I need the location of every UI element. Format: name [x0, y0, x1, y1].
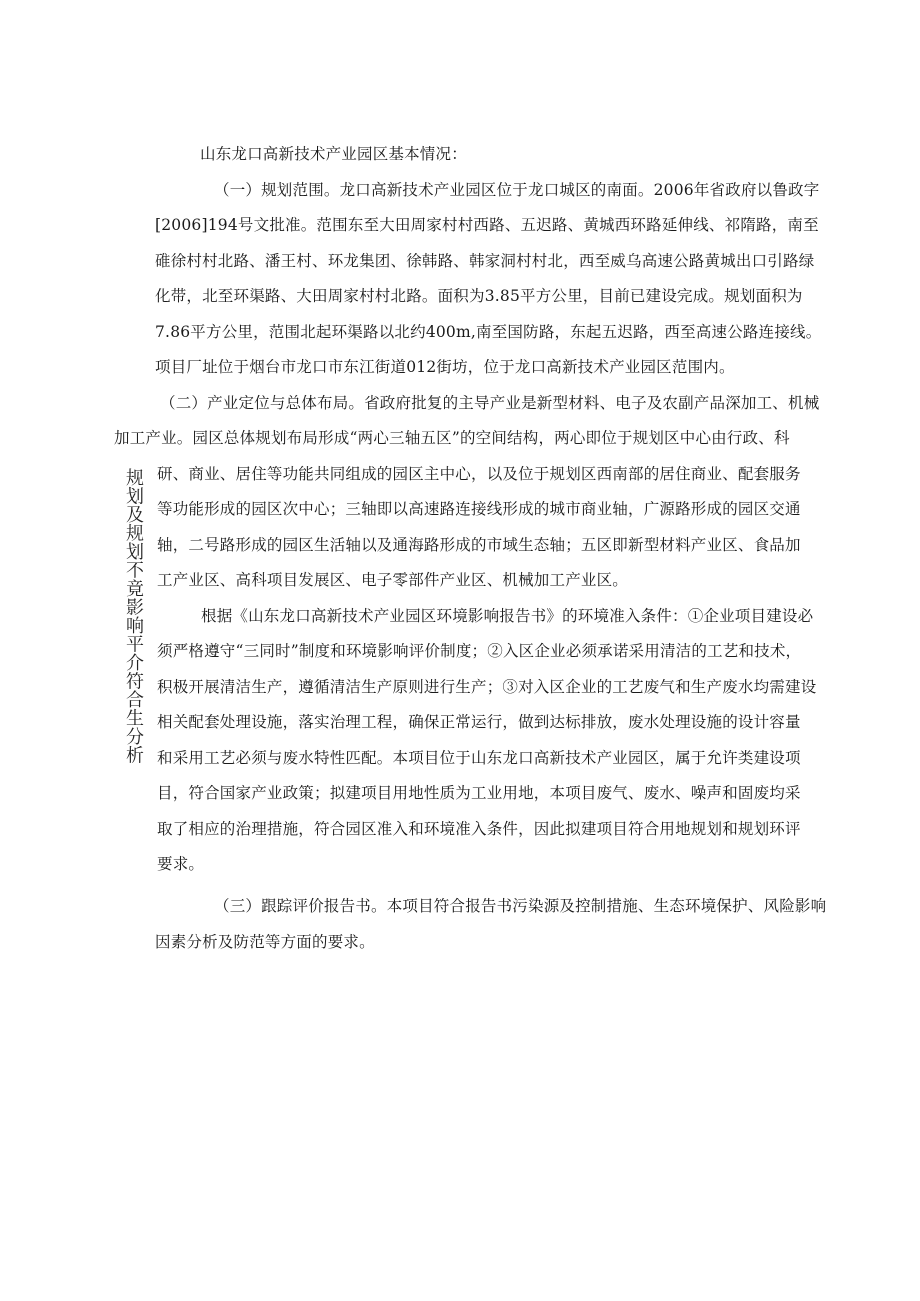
section1-line: 化带，北至环渠路、大田周家村村北路。面积为3.85平方公里，目前已建设完成。规划面积为	[155, 287, 803, 305]
section1-line: 项目厂址位于烟台市龙口市东江街道012街坊，位于龙口高新技术产业园区范围内。	[155, 358, 735, 376]
section2-line: 等功能形成的园区次中心；三轴即以高速路连接线形成的城市商业轴，广源路形成的园区交通	[157, 500, 801, 518]
section2-line: 轴，二号路形成的园区生活轴以及通海路形成的市域生态轴；五区即新型材料产业区、食品加	[157, 536, 801, 554]
env-line: 须严格遵守“三同时”制度和环境影响评价制度；②入区企业必须承诺采用清洁的工艺和技术，	[157, 642, 802, 660]
env-line: 相关配套处理设施，落实治理工程，确保正常运行，做到达标排放，废水处理设施的设计容量	[157, 713, 801, 731]
section2-line: 加工产业。园区总体规划布局形成“两心三轴五区”的空间结构，两心即位于规划区中心由行政、科	[114, 429, 790, 447]
section1-line: 7.86平方公里，范围北起环渠路以北约400m,南至国防路，东起五迟路，西至高速公路连接线。	[155, 323, 822, 341]
section3-line: 因素分析及防范等方面的要求。	[155, 933, 375, 951]
section2-line: 工产业区、高科项目发展区、电子零部件产业区、机械加工产业区。	[157, 571, 629, 589]
section1-line: 碓徐村村北路、潘王村、环龙集团、徐韩路、韩家洞村村北，西至威乌高速公路黄城出口引路绿	[155, 252, 815, 270]
env-line: 积极开展清洁生产，遵循清洁生产原则进行生产；③对入区企业的工艺废气和生产废水均需建设	[157, 678, 817, 696]
section2-line: 研、商业、居住等功能共同组成的园区主中心，以及位于规划区西南部的居住商业、配套服务	[157, 465, 801, 483]
env-line: 目，符合国家产业政策；拟建项目用地性质为工业用地，本项目废气、废水、噪声和固废均采	[157, 784, 801, 802]
env-line: 和采用工艺必须与废水特性匹配。本项目位于山东龙口高新技术产业园区，属于允许类建设项	[157, 749, 801, 767]
section1-line: （一）规划范围。龙口高新技术产业园区位于龙口城区的南面。2006年省政府以鲁政字	[214, 181, 820, 199]
env-line: 根据《山东龙口高新技术产业园区环境影响报告书》的环境准入条件：①企业项目建设必	[201, 607, 814, 625]
side-label-vertical: 规划及规划不竟影响平介符合生分析	[123, 468, 144, 764]
env-line: 要求。	[157, 855, 205, 873]
section1-line: [2006]194号文批准。范围东至大田周家村村西路、五迟路、黄城西环路延伸线、祁隋路，南至	[155, 216, 819, 234]
section-heading: 山东龙口高新技术产业园区基本情况：	[200, 145, 467, 163]
env-line: 取了相应的治理措施，符合园区准入和环境准入条件，因此拟建项目符合用地规划和规划环评	[157, 820, 801, 838]
section2-line: （二）产业定位与总体布局。省政府批复的主导产业是新型材料、电子及农副产品深加工、机械	[160, 394, 820, 412]
section3-line: （三）跟踪评价报告书。本项目符合报告书污染源及控制措施、生态环境保护、风险影响	[214, 897, 827, 915]
